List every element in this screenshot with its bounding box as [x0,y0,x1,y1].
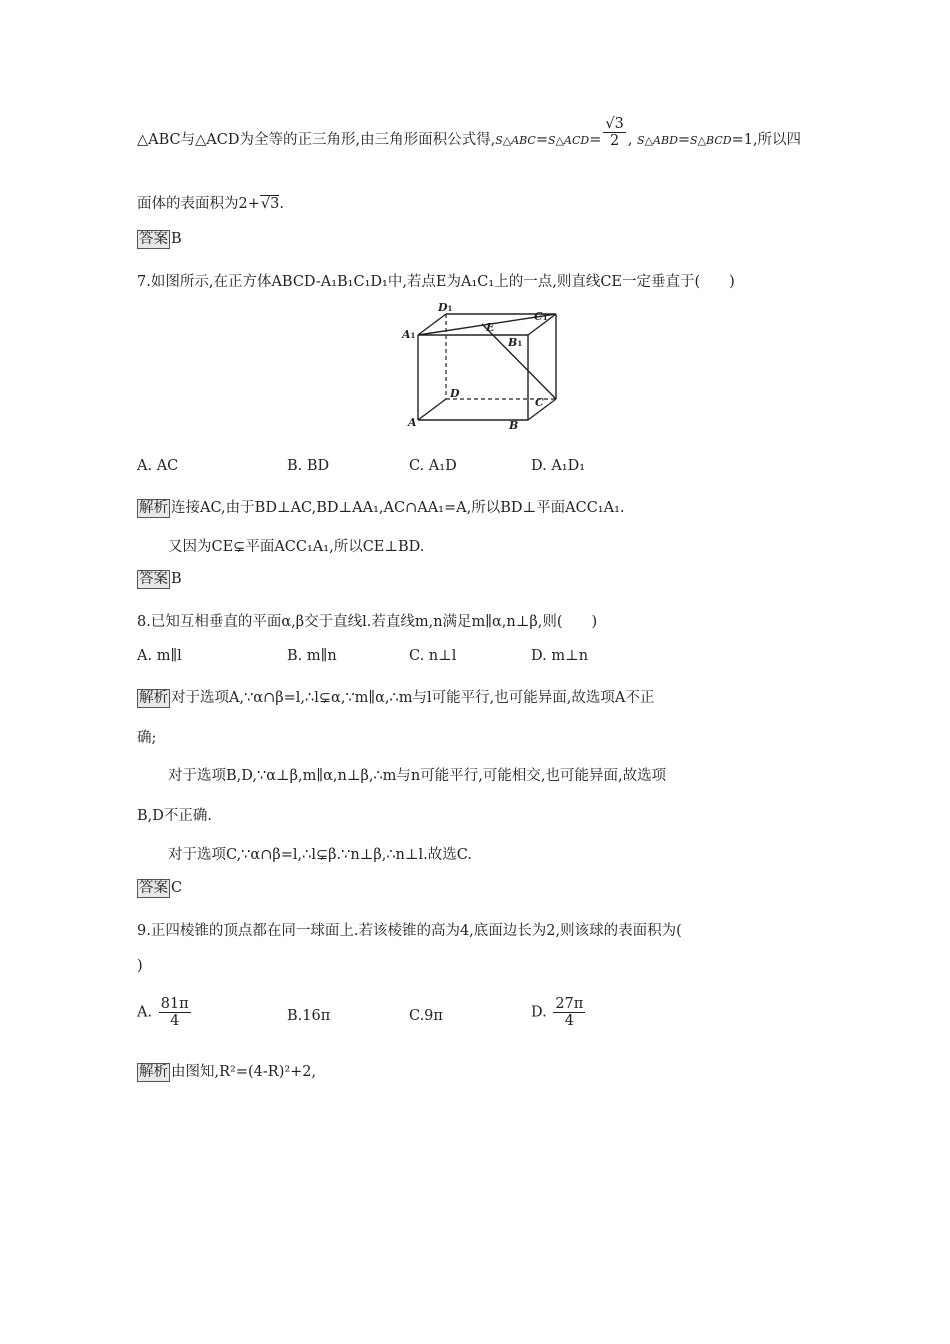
label-c1: C1 [534,310,548,323]
label-a: A [408,416,417,429]
fraction: $\frac{81\pi}{4}$ [160,996,189,1029]
surface-area-text: 面体的表面积为2+ [137,196,260,212]
analysis-7-line2: 又因为CE⊊平面ACC₁A₁,所以CE⊥BD. [168,539,425,555]
cube-figure [400,300,560,440]
q7-option-a: A. AC [137,458,179,474]
answer-6 [137,230,182,249]
s-abc: S△ABC [495,134,536,147]
label-c: C [535,396,544,409]
label-e: E [486,321,495,334]
analysis-8-line5: 对于选项C,∵α∩β=l,∴l⊊β.∵n⊥β,∴n⊥l.故选C. [168,847,472,863]
answer-tag: 答案 [139,880,168,896]
answer-value: B [171,231,182,247]
sqrt3: √3 [260,196,280,212]
analysis-8-line2: 确; [137,730,157,746]
option-label: D. [531,1004,547,1021]
question-9-stem-1: 9.正四棱锥的顶点都在同一球面上.若该棱锥的高为4,底面边长为2,则该球的表面积为( [137,923,682,939]
label-b: B [509,419,519,432]
analysis-8-line3: 对于选项B,D,∵α⊥β,m∥α,n⊥β,∴m与n可能平行,可能相交,也可能异面,故选项 [168,768,667,784]
answer-tag: 答案 [139,571,168,587]
analysis-8-line1 [137,686,654,708]
analysis-7-text1: 连接AC,由于BD⊥AC,BD⊥AA₁,AC∩AA₁=A,所以BD⊥平面ACC₁A₁. [171,500,625,516]
s-acd: S△ACD [548,134,590,147]
q9-option-b: B.16π [287,1008,331,1024]
q7-option-d: D. A₁D₁ [531,458,586,474]
label-b1: B1 [508,336,523,349]
q7-option-b: B. BD [287,458,330,474]
analysis-9-line1 [137,1060,316,1082]
q8-option-c: C. n⊥l [409,648,457,664]
answer-tag: 答案 [139,231,168,247]
period: . [279,196,284,212]
s-abd: S△ABD [637,134,678,147]
q9-option-c: C.9π [409,1008,443,1024]
answer-value: B [171,571,182,587]
q7-option-c: C. A₁D [409,458,457,474]
q8-option-b: B. m∥n [287,648,337,664]
q9-option-d [531,996,587,1029]
answer-8 [137,879,182,898]
analysis-8-line4: B,D不正确. [137,808,212,824]
question-8-stem: 8.已知互相垂直的平面α,β交于直线l.若直线m,n满足m∥α,n⊥β,则( ) [137,614,598,630]
analysis-9-text1: 由图知,R²=(4-R)²+2, [171,1064,317,1080]
s-bcd: S△BCD [690,134,732,147]
q8-option-d: D. m⊥n [531,648,589,664]
analysis-tag: 解析 [139,500,168,516]
analysis-tag: 解析 [139,690,168,706]
sqrt3-over-2: $\frac{√3}{2}$ [605,115,624,149]
q8-option-a: A. m∥l [137,648,182,664]
fraction: $\frac{27\pi}{4}$ [555,996,584,1029]
answer-7 [137,570,182,589]
area-tail: =1,所以四 [731,132,802,148]
answer-value: C [171,880,183,896]
question-9-stem-2: ) [137,958,143,974]
option-label: A. [137,1004,153,1021]
label-d: D [450,387,460,400]
label-d1: D1 [438,301,453,314]
question-7-stem: 7.如图所示,在正方体ABCD-A₁B₁C₁D₁中,若点E为A₁C₁上的一点,则直线CE一定垂直于( ) [137,274,735,290]
triangle-text: △ABC与△ACD为全等的正三角形,由三角形面积公式得, [137,132,496,148]
analysis-7-line1 [137,496,625,518]
q9-option-a [137,996,193,1029]
analysis-8-text1: 对于选项A,∵α∩β=l,∴l⊊α,∵m∥α,∴m与l可能平行,也可能异面,故选项A不正 [171,690,655,706]
label-a1: A1 [402,328,416,341]
analysis-tag: 解析 [139,1064,168,1080]
area-formula-line: △ABC与△ACD为全等的正三角形,由三角形面积公式得,S△ABC=S△ACD= $\frac{√3}{2}$ , S△ABD=S△BCD=1,所以四 [137,115,802,149]
surface-area-line [137,192,284,213]
